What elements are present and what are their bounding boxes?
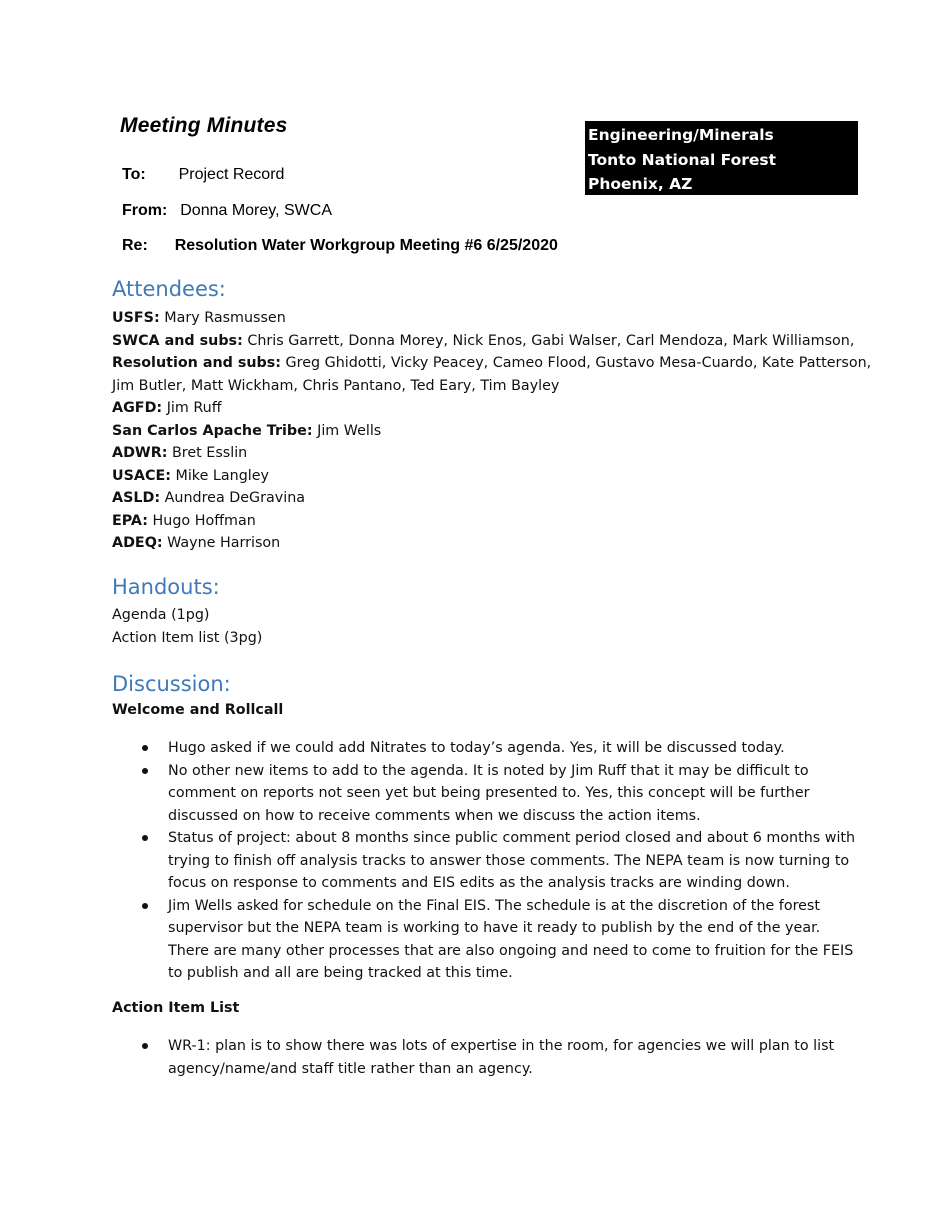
attendee-org: ADEQ:	[112, 535, 163, 551]
re-value: Resolution Water Workgroup Meeting #6 6/25/2020	[174, 237, 558, 254]
handout-item: Action Item list (3pg)	[112, 629, 263, 646]
attendee-line	[112, 442, 852, 465]
list-item: Status of project: about 8 months since public comment period closed and about 6 months with trying to finish off analysis tracks to answer those comments. The NEPA team is now turning to focus on response to comments and EIS edits as the analysis tracks are winding down.	[112, 827, 852, 895]
re-label: Re:	[122, 237, 148, 254]
attendee-names: Hugo Hoffman	[147, 512, 256, 529]
attendee-line	[112, 465, 852, 488]
attendee-line	[112, 532, 852, 555]
bullet-icon	[142, 835, 148, 841]
bullet-icon	[142, 768, 148, 774]
attendee-line	[112, 510, 852, 533]
attendee-line	[112, 487, 852, 510]
address-line: Tonto National Forest	[588, 150, 777, 169]
attendee-names: Greg Ghidotti, Vicky Peacey, Cameo Flood, Gustavo Mesa-Cuardo, Kate Patterson,	[281, 355, 872, 371]
attendee-org: San Carlos Apache Tribe:	[112, 422, 313, 439]
attendee-names: Mary Rasmussen	[159, 310, 286, 326]
to-row	[122, 166, 284, 184]
attendee-org: USFS:	[112, 310, 160, 326]
attendee-names: Jim Butler, Matt Wickham, Chris Pantano, Ted Eary, Tim Bayley	[112, 377, 560, 394]
attendee-line	[112, 307, 852, 330]
attendee-org: USACE:	[112, 467, 171, 484]
from-label: From:	[122, 202, 168, 219]
attendee-names: Jim Ruff	[162, 400, 222, 416]
from-row	[122, 202, 332, 220]
action-items-subheading: Action Item List	[112, 1000, 240, 1016]
re-row	[122, 237, 558, 255]
attendee-names: Aundrea DeGravina	[160, 490, 306, 506]
welcome-bullets	[112, 737, 856, 985]
attendee-line	[112, 420, 852, 443]
attendee-org: AGFD:	[112, 400, 163, 416]
attendee-names: Jim Wells	[312, 422, 382, 439]
action-item-bullets	[112, 1035, 852, 1080]
attendees-list	[112, 307, 872, 555]
document-title: Meeting Minutes	[120, 114, 288, 137]
list-item: Jim Wells asked for schedule on the Final EIS. The schedule is at the discretion of the forest supervisor but the NEPA team is working to have it ready to publish by the end of the year. There are many other processes that are also ongoing and need to come to fruition for the FEIS to publish and all are being tracked at this time.	[112, 895, 852, 985]
attendee-line	[112, 330, 855, 353]
list-item: Hugo asked if we could add Nitrates to today’s agenda. Yes, it will be discussed today.	[112, 737, 852, 760]
bullet-icon	[142, 903, 148, 909]
welcome-subheading: Welcome and Rollcall	[112, 702, 284, 718]
list-item: WR-1: plan is to show there was lots of expertise in the room, for agencies we will plan to list agency/name/and staff title rather than an agency.	[112, 1035, 852, 1080]
bullet-icon	[142, 745, 148, 751]
attendee-line	[112, 375, 852, 398]
attendee-org: Resolution and subs:	[112, 355, 282, 371]
address-box	[585, 121, 858, 195]
address-line: Engineering/Minerals	[588, 126, 774, 144]
attendees-heading: Attendees:	[112, 277, 226, 301]
bullet-icon	[142, 1043, 148, 1049]
handouts-list	[112, 604, 262, 649]
attendee-org: ASLD:	[112, 490, 161, 506]
attendee-line	[112, 352, 872, 375]
attendee-names: Mike Langley	[170, 467, 270, 484]
attendee-names: Wayne Harrison	[162, 535, 281, 551]
discussion-heading: Discussion:	[112, 672, 231, 696]
handouts-heading: Handouts:	[112, 575, 220, 599]
to-label: To:	[122, 166, 146, 183]
handout-item: Agenda (1pg)	[112, 607, 210, 623]
attendee-names: Chris Garrett, Donna Morey, Nick Enos, Gabi Walser, Carl Mendoza, Mark Williamson,	[242, 332, 855, 349]
attendee-org: SWCA and subs:	[112, 332, 243, 349]
attendee-line	[112, 397, 852, 420]
attendee-names: Bret Esslin	[167, 445, 248, 461]
to-value: Project Record	[178, 166, 285, 183]
attendee-org: EPA:	[112, 512, 148, 529]
address-line: Phoenix, AZ	[588, 175, 693, 193]
attendee-org: ADWR:	[112, 445, 168, 461]
from-value: Donna Morey, SWCA	[180, 202, 332, 219]
list-item: No other new items to add to the agenda. It is noted by Jim Ruff that it may be difficult to comment on reports not seen yet but being presented to. Yes, this concept will be further discussed on how to receive comments when we discuss the action items.	[112, 760, 852, 828]
